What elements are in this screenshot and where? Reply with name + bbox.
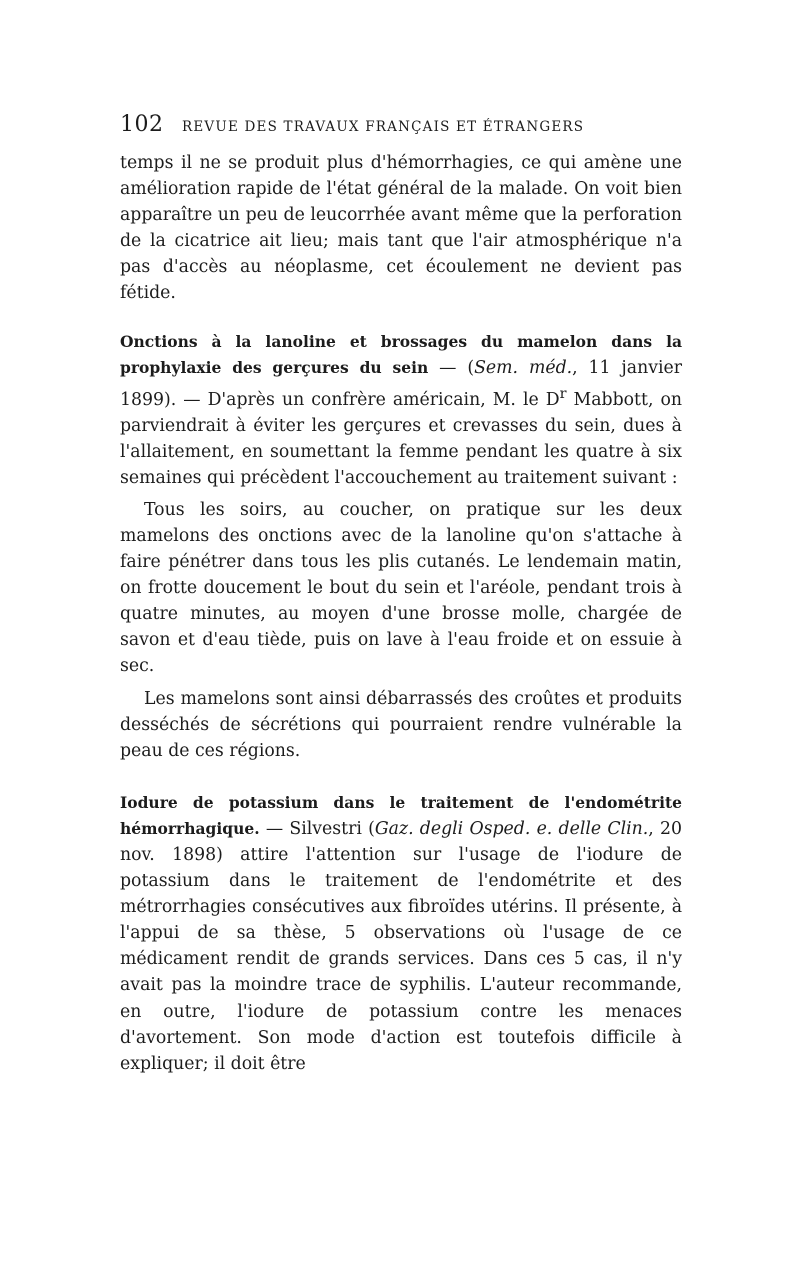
article-lanoline-body-rest: Mabbott, on parviendrait à éviter les gerçures et crevasses du sein, dues à l'allaitement, en soumettant la femme pendant les quatre à six semaines qui précèdent l'accouchement au traitement suivant : bbox=[120, 389, 683, 488]
running-head bbox=[120, 112, 682, 144]
article-iodure-source: Gaz. degli Osped. e. delle Clin. bbox=[374, 818, 649, 839]
article-lanoline-body: D'après un confrère américain, M. le D bbox=[207, 389, 560, 410]
article-lanoline-paragraph-1 bbox=[120, 329, 682, 491]
running-title: REVUE DES TRAVAUX FRANÇAIS ET ÉTRANGERS bbox=[182, 119, 585, 135]
article-iodure-dash: — Silvestri ( bbox=[259, 818, 375, 839]
article-lanoline-source-date: , 11 janvier 1899). — bbox=[120, 357, 682, 410]
article-iodure-body: , 20 nov. 1898) attire l'attention sur l'usage de l'iodure de potassium dans le traitement de l'endométrite et des métrorrhagies consécutives aux fibroïdes utérins. Il présente, à l'appui de sa thèse, 5 observations où l'usage de ce médicament rendit de grands services. Dans ces 5 cas, il n'y avait pas la moindre trace de syphilis. L'auteur recommande, en outre, l'iodure de potassium contre les menaces d'avortement. Son mode d'action est toutefois difficile à expliquer; il doit être bbox=[120, 818, 682, 1074]
article-iodure-paragraph bbox=[120, 790, 682, 1077]
article-iodure-title: Iodure de potassium dans le traitement de l'endométrite hémorrhagique. bbox=[120, 792, 682, 838]
intro-paragraph: temps il ne se produit plus d'hémorrhagies, ce qui amène une amélioration rapide de l'état général de la malade. On voit bien apparaître un peu de leucorrhée avant même que la perforation de la cicatrice ait lieu; mais tant que l'air atmosphérique n'a pas d'accès au néoplasme, cet écoulement ne devient pas fétide. bbox=[120, 153, 682, 304]
article-lanoline-body-sup: r bbox=[559, 385, 567, 402]
intro-text bbox=[120, 150, 682, 307]
article-lanoline-paragraph-2: Tous les soirs, au coucher, on pratique sur les deux mamelons des onctions avec de la lanoline qu'on s'attache à faire pénétrer dans tous les plis cutanés. Le lendemain matin, on frotte doucement le bout du sein et l'aréole, pendant trois à quatre minutes, au moyen d'une brosse molle, chargée de savon et d'eau tiède, puis on lave à l'eau froide et on essuie à sec. bbox=[120, 499, 682, 677]
article-lanoline-title: Onctions à la lanoline et brossages du mamelon dans la prophylaxie des gerçures du sein bbox=[120, 331, 682, 377]
page-number: 102 bbox=[120, 112, 164, 137]
article-lanoline-paragraph-3: Les mamelons sont ainsi débarrassés des croûtes et produits desséchés de sécrétions qui pourraient rendre vulnérable la peau de ces régions. bbox=[120, 688, 682, 761]
page bbox=[120, 112, 682, 1077]
article-iodure bbox=[120, 790, 682, 1077]
article-lanoline-source: Sem. méd. bbox=[474, 357, 573, 378]
article-lanoline-source-dash: — ( bbox=[428, 357, 475, 378]
article-lanoline bbox=[120, 329, 682, 764]
